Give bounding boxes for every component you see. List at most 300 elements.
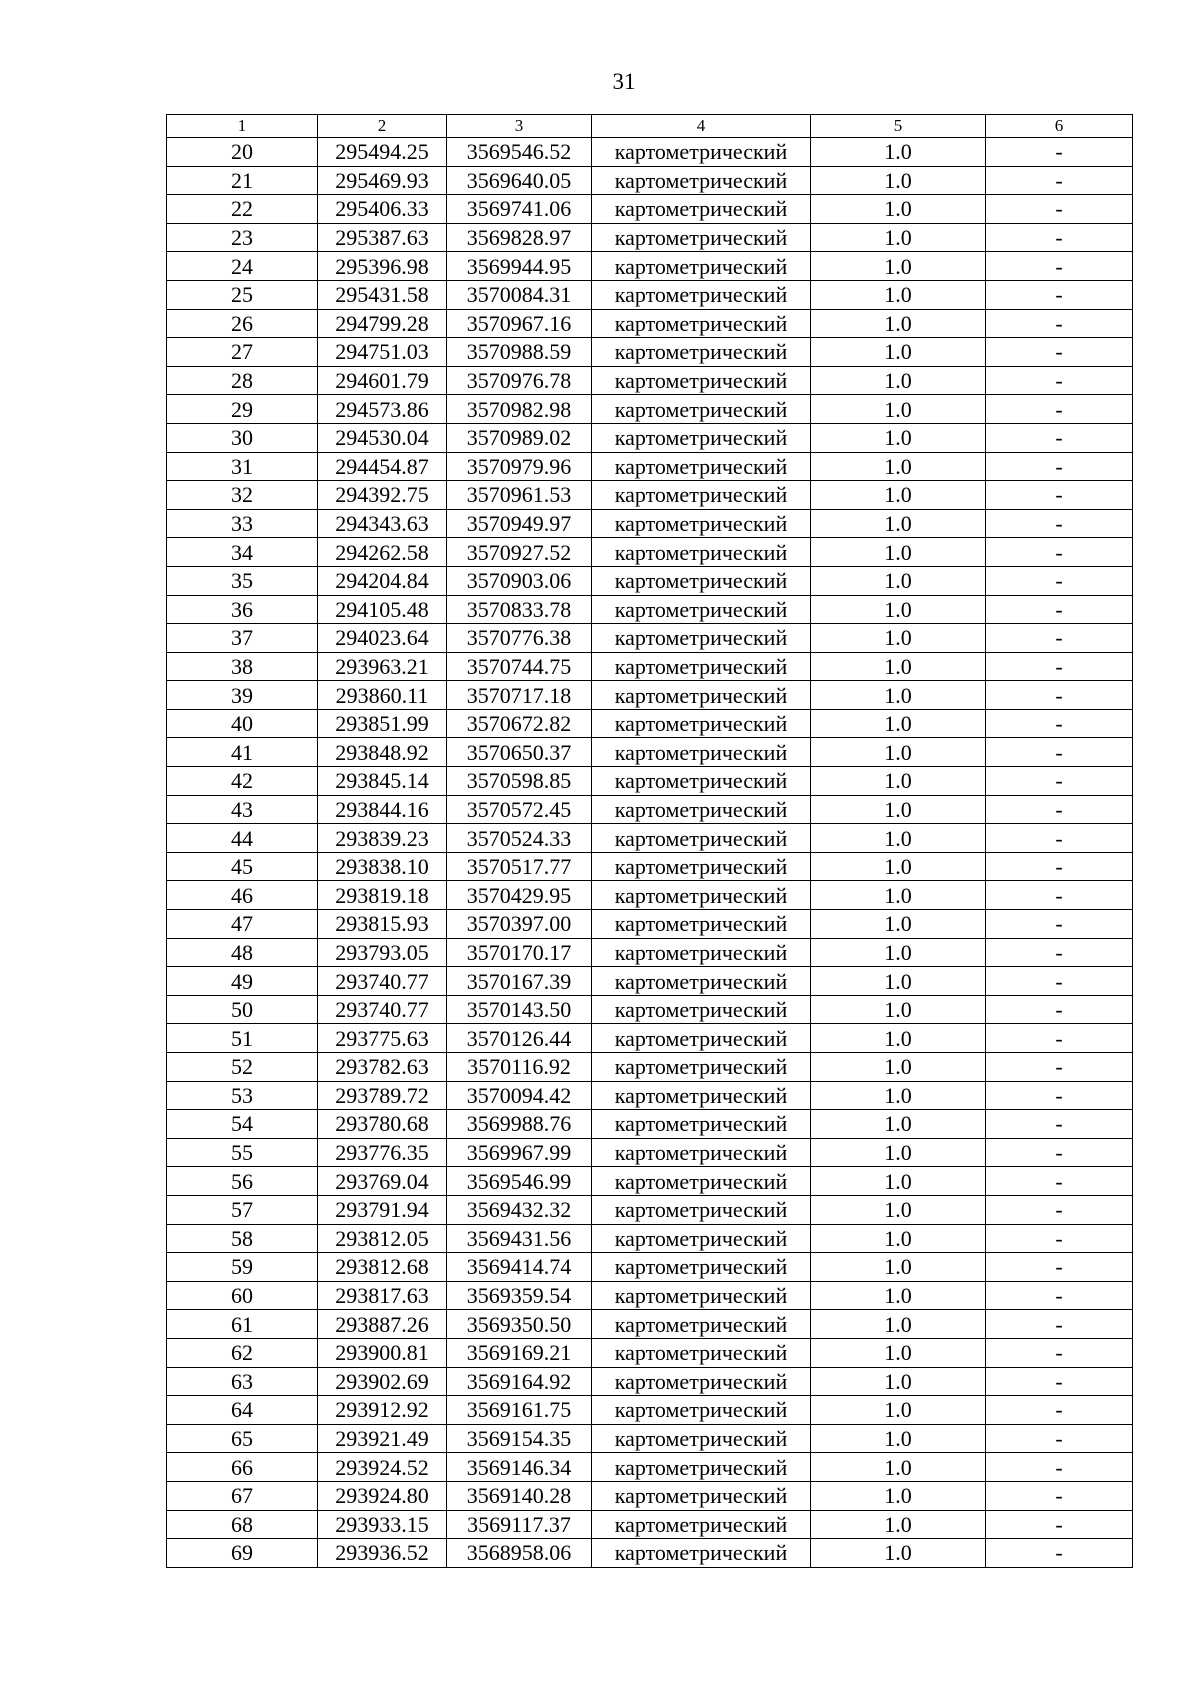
column-header-3: 3 [447,115,592,138]
y-coordinate-cell: 3570143.50 [447,995,592,1024]
x-coordinate-cell: 294799.28 [318,309,447,338]
table-header-row [167,115,1133,138]
table-row [167,1024,1133,1053]
point-number-cell: 29 [167,395,318,424]
accuracy-cell: 1.0 [811,1253,986,1282]
x-coordinate-cell: 295469.93 [318,166,447,195]
x-coordinate-cell: 294262.58 [318,538,447,567]
note-cell: - [986,1281,1133,1310]
table-row [167,1167,1133,1196]
accuracy-cell: 1.0 [811,595,986,624]
column-header-2: 2 [318,115,447,138]
table-row [167,1310,1133,1339]
method-cell: картометрический [592,767,811,796]
point-number-cell: 55 [167,1138,318,1167]
method-cell: картометрический [592,423,811,452]
y-coordinate-cell: 3569828.97 [447,223,592,252]
x-coordinate-cell: 293780.68 [318,1110,447,1139]
y-coordinate-cell: 3569350.50 [447,1310,592,1339]
note-cell: - [986,1453,1133,1482]
table-row [167,509,1133,538]
note-cell: - [986,252,1133,281]
point-number-cell: 20 [167,138,318,167]
x-coordinate-cell: 293776.35 [318,1138,447,1167]
accuracy-cell: 1.0 [811,1081,986,1110]
accuracy-cell: 1.0 [811,995,986,1024]
point-number-cell: 43 [167,795,318,824]
column-header-5: 5 [811,115,986,138]
method-cell: картометрический [592,1338,811,1367]
note-cell: - [986,138,1133,167]
note-cell: - [986,738,1133,767]
x-coordinate-cell: 293912.92 [318,1396,447,1425]
accuracy-cell: 1.0 [811,338,986,367]
accuracy-cell: 1.0 [811,309,986,338]
x-coordinate-cell: 293815.93 [318,910,447,939]
table-row [167,538,1133,567]
table-row [167,1281,1133,1310]
point-number-cell: 32 [167,481,318,510]
note-cell: - [986,366,1133,395]
table-row [167,595,1133,624]
point-number-cell: 65 [167,1424,318,1453]
x-coordinate-cell: 293819.18 [318,881,447,910]
column-header-4: 4 [592,115,811,138]
point-number-cell: 61 [167,1310,318,1339]
accuracy-cell: 1.0 [811,1510,986,1539]
point-number-cell: 24 [167,252,318,281]
method-cell: картометрический [592,1024,811,1053]
method-cell: картометрический [592,309,811,338]
point-number-cell: 46 [167,881,318,910]
x-coordinate-cell: 293740.77 [318,967,447,996]
y-coordinate-cell: 3570927.52 [447,538,592,567]
note-cell: - [986,1253,1133,1282]
method-cell: картометрический [592,709,811,738]
y-coordinate-cell: 3569140.28 [447,1481,592,1510]
method-cell: картометрический [592,1396,811,1425]
point-number-cell: 60 [167,1281,318,1310]
x-coordinate-cell: 293839.23 [318,824,447,853]
x-coordinate-cell: 293775.63 [318,1024,447,1053]
note-cell: - [986,280,1133,309]
point-number-cell: 40 [167,709,318,738]
table-row [167,452,1133,481]
y-coordinate-cell: 3569741.06 [447,195,592,224]
y-coordinate-cell: 3570903.06 [447,566,592,595]
table-row [167,910,1133,939]
table-row [167,1224,1133,1253]
x-coordinate-cell: 293812.68 [318,1253,447,1282]
y-coordinate-cell: 3569640.05 [447,166,592,195]
accuracy-cell: 1.0 [811,166,986,195]
x-coordinate-cell: 293848.92 [318,738,447,767]
coordinates-table [166,114,1133,1568]
table-row [167,1396,1133,1425]
accuracy-cell: 1.0 [811,366,986,395]
x-coordinate-cell: 294392.75 [318,481,447,510]
table-row [167,1081,1133,1110]
method-cell: картометрический [592,738,811,767]
method-cell: картометрический [592,1539,811,1568]
point-number-cell: 63 [167,1367,318,1396]
accuracy-cell: 1.0 [811,795,986,824]
accuracy-cell: 1.0 [811,1310,986,1339]
table-row [167,995,1133,1024]
note-cell: - [986,395,1133,424]
point-number-cell: 58 [167,1224,318,1253]
note-cell: - [986,595,1133,624]
point-number-cell: 53 [167,1081,318,1110]
table-row [167,395,1133,424]
y-coordinate-cell: 3570967.16 [447,309,592,338]
accuracy-cell: 1.0 [811,423,986,452]
table-row [167,967,1133,996]
note-cell: - [986,1167,1133,1196]
x-coordinate-cell: 293838.10 [318,852,447,881]
table-row [167,1138,1133,1167]
y-coordinate-cell: 3570116.92 [447,1053,592,1082]
accuracy-cell: 1.0 [811,1481,986,1510]
method-cell: картометрический [592,795,811,824]
accuracy-cell: 1.0 [811,280,986,309]
table-row [167,1338,1133,1367]
table-body [167,138,1133,1568]
note-cell: - [986,338,1133,367]
point-number-cell: 50 [167,995,318,1024]
method-cell: картометрический [592,1138,811,1167]
x-coordinate-cell: 293933.15 [318,1510,447,1539]
x-coordinate-cell: 294573.86 [318,395,447,424]
method-cell: картометрический [592,1224,811,1253]
y-coordinate-cell: 3569414.74 [447,1253,592,1282]
note-cell: - [986,1367,1133,1396]
accuracy-cell: 1.0 [811,1367,986,1396]
table-row [167,1110,1133,1139]
y-coordinate-cell: 3568958.06 [447,1539,592,1568]
table-row [167,938,1133,967]
note-cell: - [986,1138,1133,1167]
method-cell: картометрический [592,395,811,424]
point-number-cell: 47 [167,910,318,939]
method-cell: картометрический [592,995,811,1024]
method-cell: картометрический [592,595,811,624]
y-coordinate-cell: 3570961.53 [447,481,592,510]
y-coordinate-cell: 3569431.56 [447,1224,592,1253]
table-row [167,852,1133,881]
accuracy-cell: 1.0 [811,1453,986,1482]
x-coordinate-cell: 294530.04 [318,423,447,452]
method-cell: картометрический [592,824,811,853]
x-coordinate-cell: 294751.03 [318,338,447,367]
x-coordinate-cell: 294343.63 [318,509,447,538]
x-coordinate-cell: 293924.52 [318,1453,447,1482]
x-coordinate-cell: 293900.81 [318,1338,447,1367]
point-number-cell: 21 [167,166,318,195]
point-number-cell: 37 [167,624,318,653]
accuracy-cell: 1.0 [811,1424,986,1453]
accuracy-cell: 1.0 [811,1024,986,1053]
accuracy-cell: 1.0 [811,824,986,853]
accuracy-cell: 1.0 [811,1195,986,1224]
column-header-6: 6 [986,115,1133,138]
y-coordinate-cell: 3569146.34 [447,1453,592,1482]
y-coordinate-cell: 3569967.99 [447,1138,592,1167]
point-number-cell: 30 [167,423,318,452]
x-coordinate-cell: 293793.05 [318,938,447,967]
x-coordinate-cell: 295396.98 [318,252,447,281]
x-coordinate-cell: 295431.58 [318,280,447,309]
y-coordinate-cell: 3570524.33 [447,824,592,853]
y-coordinate-cell: 3570776.38 [447,624,592,653]
table-row [167,481,1133,510]
point-number-cell: 31 [167,452,318,481]
note-cell: - [986,166,1133,195]
note-cell: - [986,481,1133,510]
point-number-cell: 22 [167,195,318,224]
accuracy-cell: 1.0 [811,767,986,796]
accuracy-cell: 1.0 [811,1110,986,1139]
table-row [167,709,1133,738]
table-row [167,681,1133,710]
x-coordinate-cell: 293902.69 [318,1367,447,1396]
note-cell: - [986,795,1133,824]
point-number-cell: 54 [167,1110,318,1139]
y-coordinate-cell: 3570084.31 [447,280,592,309]
method-cell: картометрический [592,1481,811,1510]
point-number-cell: 27 [167,338,318,367]
x-coordinate-cell: 293851.99 [318,709,447,738]
method-cell: картометрический [592,1367,811,1396]
note-cell: - [986,1310,1133,1339]
x-coordinate-cell: 294204.84 [318,566,447,595]
point-number-cell: 42 [167,767,318,796]
page-number: 31 [612,69,636,94]
x-coordinate-cell: 293936.52 [318,1539,447,1568]
y-coordinate-cell: 3570989.02 [447,423,592,452]
note-cell: - [986,1024,1133,1053]
method-cell: картометрический [592,566,811,595]
point-number-cell: 67 [167,1481,318,1510]
x-coordinate-cell: 294601.79 [318,366,447,395]
y-coordinate-cell: 3569117.37 [447,1510,592,1539]
y-coordinate-cell: 3569988.76 [447,1110,592,1139]
note-cell: - [986,566,1133,595]
table-row [167,738,1133,767]
x-coordinate-cell: 293789.72 [318,1081,447,1110]
x-coordinate-cell: 293791.94 [318,1195,447,1224]
method-cell: картометрический [592,509,811,538]
point-number-cell: 48 [167,938,318,967]
y-coordinate-cell: 3570094.42 [447,1081,592,1110]
table-row [167,1453,1133,1482]
accuracy-cell: 1.0 [811,1138,986,1167]
point-number-cell: 33 [167,509,318,538]
accuracy-cell: 1.0 [811,967,986,996]
method-cell: картометрический [592,138,811,167]
note-cell: - [986,681,1133,710]
point-number-cell: 45 [167,852,318,881]
table-row [167,1253,1133,1282]
y-coordinate-cell: 3570517.77 [447,852,592,881]
method-cell: картометрический [592,938,811,967]
method-cell: картометрический [592,166,811,195]
method-cell: картометрический [592,1081,811,1110]
point-number-cell: 38 [167,652,318,681]
accuracy-cell: 1.0 [811,252,986,281]
note-cell: - [986,452,1133,481]
note-cell: - [986,709,1133,738]
note-cell: - [986,223,1133,252]
point-number-cell: 59 [167,1253,318,1282]
method-cell: картометрический [592,1195,811,1224]
y-coordinate-cell: 3570672.82 [447,709,592,738]
y-coordinate-cell: 3570572.45 [447,795,592,824]
note-cell: - [986,824,1133,853]
point-number-cell: 36 [167,595,318,624]
y-coordinate-cell: 3570717.18 [447,681,592,710]
y-coordinate-cell: 3570744.75 [447,652,592,681]
table-row [167,1053,1133,1082]
method-cell: картометрический [592,652,811,681]
method-cell: картометрический [592,881,811,910]
table-row [167,138,1133,167]
accuracy-cell: 1.0 [811,1224,986,1253]
note-cell: - [986,652,1133,681]
method-cell: картометрический [592,910,811,939]
x-coordinate-cell: 293924.80 [318,1481,447,1510]
note-cell: - [986,852,1133,881]
note-cell: - [986,1510,1133,1539]
note-cell: - [986,1424,1133,1453]
x-coordinate-cell: 293844.16 [318,795,447,824]
note-cell: - [986,767,1133,796]
x-coordinate-cell: 293963.21 [318,652,447,681]
table-row [167,252,1133,281]
x-coordinate-cell: 293845.14 [318,767,447,796]
note-cell: - [986,1053,1133,1082]
note-cell: - [986,1396,1133,1425]
x-coordinate-cell: 293921.49 [318,1424,447,1453]
note-cell: - [986,1195,1133,1224]
method-cell: картометрический [592,1453,811,1482]
x-coordinate-cell: 293817.63 [318,1281,447,1310]
y-coordinate-cell: 3570397.00 [447,910,592,939]
y-coordinate-cell: 3570167.39 [447,967,592,996]
note-cell: - [986,1081,1133,1110]
x-coordinate-cell: 293860.11 [318,681,447,710]
method-cell: картометрический [592,223,811,252]
y-coordinate-cell: 3569161.75 [447,1396,592,1425]
accuracy-cell: 1.0 [811,1281,986,1310]
y-coordinate-cell: 3569164.92 [447,1367,592,1396]
method-cell: картометрический [592,624,811,653]
y-coordinate-cell: 3569359.54 [447,1281,592,1310]
table-row [167,166,1133,195]
table-row [167,1481,1133,1510]
table-row [167,1424,1133,1453]
accuracy-cell: 1.0 [811,1053,986,1082]
point-number-cell: 23 [167,223,318,252]
accuracy-cell: 1.0 [811,624,986,653]
accuracy-cell: 1.0 [811,1539,986,1568]
table-row [167,309,1133,338]
accuracy-cell: 1.0 [811,1396,986,1425]
accuracy-cell: 1.0 [811,681,986,710]
table-row [167,881,1133,910]
table-row [167,767,1133,796]
method-cell: картометрический [592,252,811,281]
point-number-cell: 62 [167,1338,318,1367]
point-number-cell: 34 [167,538,318,567]
accuracy-cell: 1.0 [811,910,986,939]
note-cell: - [986,910,1133,939]
method-cell: картометрический [592,280,811,309]
accuracy-cell: 1.0 [811,538,986,567]
table-row [167,195,1133,224]
method-cell: картометрический [592,1310,811,1339]
note-cell: - [986,1110,1133,1139]
method-cell: картометрический [592,852,811,881]
table-row [167,1195,1133,1224]
x-coordinate-cell: 295387.63 [318,223,447,252]
point-number-cell: 57 [167,1195,318,1224]
table-row [167,1510,1133,1539]
x-coordinate-cell: 294023.64 [318,624,447,653]
y-coordinate-cell: 3569432.32 [447,1195,592,1224]
note-cell: - [986,1481,1133,1510]
accuracy-cell: 1.0 [811,509,986,538]
note-cell: - [986,538,1133,567]
note-cell: - [986,995,1133,1024]
y-coordinate-cell: 3570982.98 [447,395,592,424]
point-number-cell: 64 [167,1396,318,1425]
method-cell: картометрический [592,1053,811,1082]
point-number-cell: 44 [167,824,318,853]
method-cell: картометрический [592,338,811,367]
accuracy-cell: 1.0 [811,223,986,252]
x-coordinate-cell: 294105.48 [318,595,447,624]
point-number-cell: 66 [167,1453,318,1482]
point-number-cell: 52 [167,1053,318,1082]
x-coordinate-cell: 293740.77 [318,995,447,1024]
table-row [167,566,1133,595]
note-cell: - [986,1338,1133,1367]
method-cell: картометрический [592,967,811,996]
y-coordinate-cell: 3569546.52 [447,138,592,167]
accuracy-cell: 1.0 [811,1167,986,1196]
accuracy-cell: 1.0 [811,652,986,681]
y-coordinate-cell: 3569154.35 [447,1424,592,1453]
table-row [167,652,1133,681]
y-coordinate-cell: 3570650.37 [447,738,592,767]
table-row [167,1367,1133,1396]
x-coordinate-cell: 293782.63 [318,1053,447,1082]
method-cell: картометрический [592,1510,811,1539]
method-cell: картометрический [592,1253,811,1282]
point-number-cell: 28 [167,366,318,395]
note-cell: - [986,195,1133,224]
point-number-cell: 39 [167,681,318,710]
note-cell: - [986,1539,1133,1568]
table-row [167,223,1133,252]
x-coordinate-cell: 293887.26 [318,1310,447,1339]
point-number-cell: 69 [167,1539,318,1568]
y-coordinate-cell: 3570949.97 [447,509,592,538]
x-coordinate-cell: 293769.04 [318,1167,447,1196]
point-number-cell: 41 [167,738,318,767]
y-coordinate-cell: 3570988.59 [447,338,592,367]
